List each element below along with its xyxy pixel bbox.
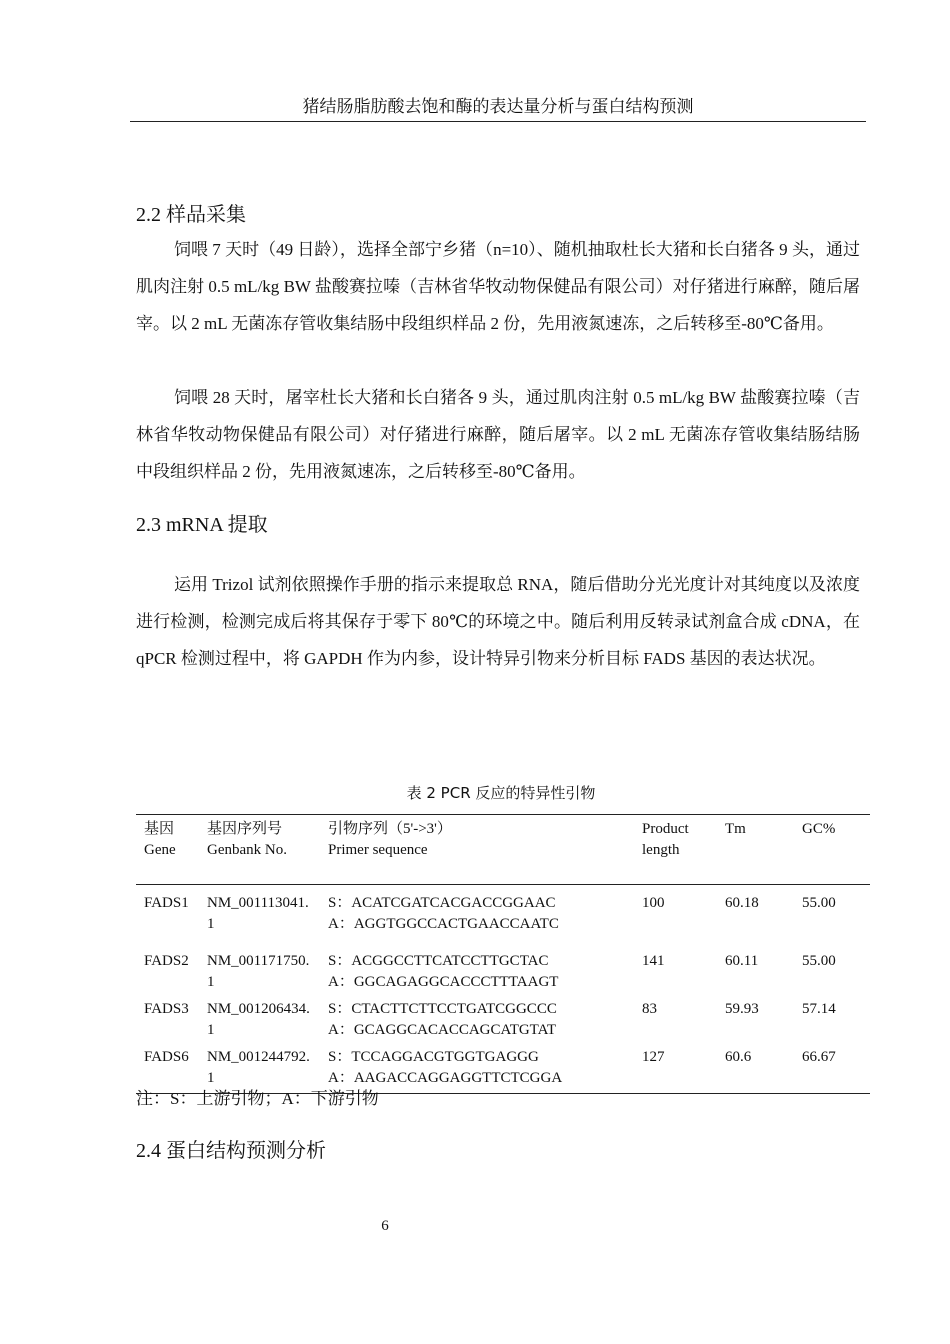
section-heading-2-2: 2.2 样品采集: [136, 204, 246, 226]
section-heading-2-4: 2.4 蛋白结构预测分析: [136, 1140, 326, 1162]
cell-primer: S：TCCAGGACGTGGTGAGGG A：AAGACCAGGAGGTTCTCGGA: [328, 1049, 563, 1086]
cell-length: 83: [642, 1001, 657, 1017]
cell-length: 127: [642, 1049, 665, 1065]
table-caption: 表 2 PCR 反应的特异性引物: [406, 784, 596, 802]
cell-gc: 55.00: [802, 953, 836, 969]
cell-gene: FADS3: [144, 1001, 189, 1017]
cell-primer: S：CTACTTCTTCCTGATCGGCCC A：GCAGGCACACCAGCATGTAT: [328, 1001, 557, 1038]
cell-length: 141: [642, 953, 665, 969]
paragraph-sampling-day7: 饲喂 7 天时（49 日龄），选择全部宁乡猪（n=10）、随机抽取杜长大猪和长白猪各 9 头，通过肌肉注射 0.5 mL/kg BW 盐酸赛拉嗪（吉林省华牧动物保健品有限公司）对仔猪进行麻醉，随后屠宰。以 2 mL 无菌冻存管收集结肠中段组织样品 2 份，先用液氮速冻，之后转移至-80℃备用。: [136, 240, 860, 333]
table-header-row: [136, 815, 870, 885]
cell-gene: FADS1: [144, 895, 189, 911]
paragraph-mrna-extraction: 运用 Trizol 试剂依照操作手册的指示来提取总 RNA，随后借助分光光度计对其纯度以及浓度进行检测，检测完成后将其保存于零下 80℃的环境之中。随后利用反转录试剂盒合成 cDNA，在 qPCR 检测过程中，将 GAPDH 作为内参，设计特异引物来分析目标 FADS 基因的表达状况。: [136, 575, 860, 668]
cell-tm: 60.18: [725, 895, 759, 911]
cell-gene: FADS2: [144, 953, 189, 969]
running-header: 猪结肠脂肪酸去饱和酶的表达量分析与蛋白结构预测: [130, 92, 866, 122]
page-number: 6: [381, 1218, 389, 1234]
cell-genbank: NM_001244792.1: [207, 1049, 310, 1086]
cell-genbank: NM_001113041.1: [207, 895, 309, 932]
header-gc: GC%: [802, 821, 836, 837]
header-genbank: 基因序列号 Genbank No.: [207, 821, 287, 858]
table-row: [136, 939, 870, 997]
section-heading-2-3: 2.3 mRNA 提取: [136, 514, 268, 536]
primer-table: [136, 814, 870, 1094]
header-primer: 引物序列（5'->3'） Primer sequence: [328, 821, 452, 858]
header-tm: Tm: [725, 821, 746, 837]
table-row: [136, 997, 870, 1045]
cell-gc: 55.00: [802, 895, 836, 911]
cell-gc: 66.67: [802, 1049, 836, 1065]
cell-genbank: NM_001171750.1: [207, 953, 310, 990]
paragraph-sampling-day28: 饲喂 28 天时，屠宰杜长大猪和长白猪各 9 头，通过肌肉注射 0.5 mL/kg BW 盐酸赛拉嗪（吉林省华牧动物保健品有限公司）对仔猪进行麻醉，随后屠宰。以 2 mL 无菌冻存管收集结肠结肠中段组织样品 2 份，先用液氮速冻，之后转移至-80℃备用。: [136, 388, 860, 481]
cell-tm: 60.6: [725, 1049, 752, 1065]
table-note: 注：S：上游引物；A：下游引物: [136, 1089, 379, 1108]
cell-gc: 57.14: [802, 1001, 836, 1017]
table-row: [136, 885, 870, 940]
header-product-length: Product length: [642, 821, 689, 858]
cell-gene: FADS6: [144, 1049, 189, 1065]
cell-length: 100: [642, 895, 665, 911]
cell-primer: S：ACGGCCTTCATCCTTGCTAC A：GGCAGAGGCACCCTTTAAGT: [328, 953, 559, 990]
cell-primer: S：ACATCGATCACGACCGGAAC A：AGGTGGCCACTGAACCAATC: [328, 895, 559, 932]
cell-tm: 60.11: [725, 953, 759, 969]
header-gene: 基因 Gene: [144, 821, 176, 858]
cell-genbank: NM_001206434.1: [207, 1001, 310, 1038]
cell-tm: 59.93: [725, 1001, 759, 1017]
